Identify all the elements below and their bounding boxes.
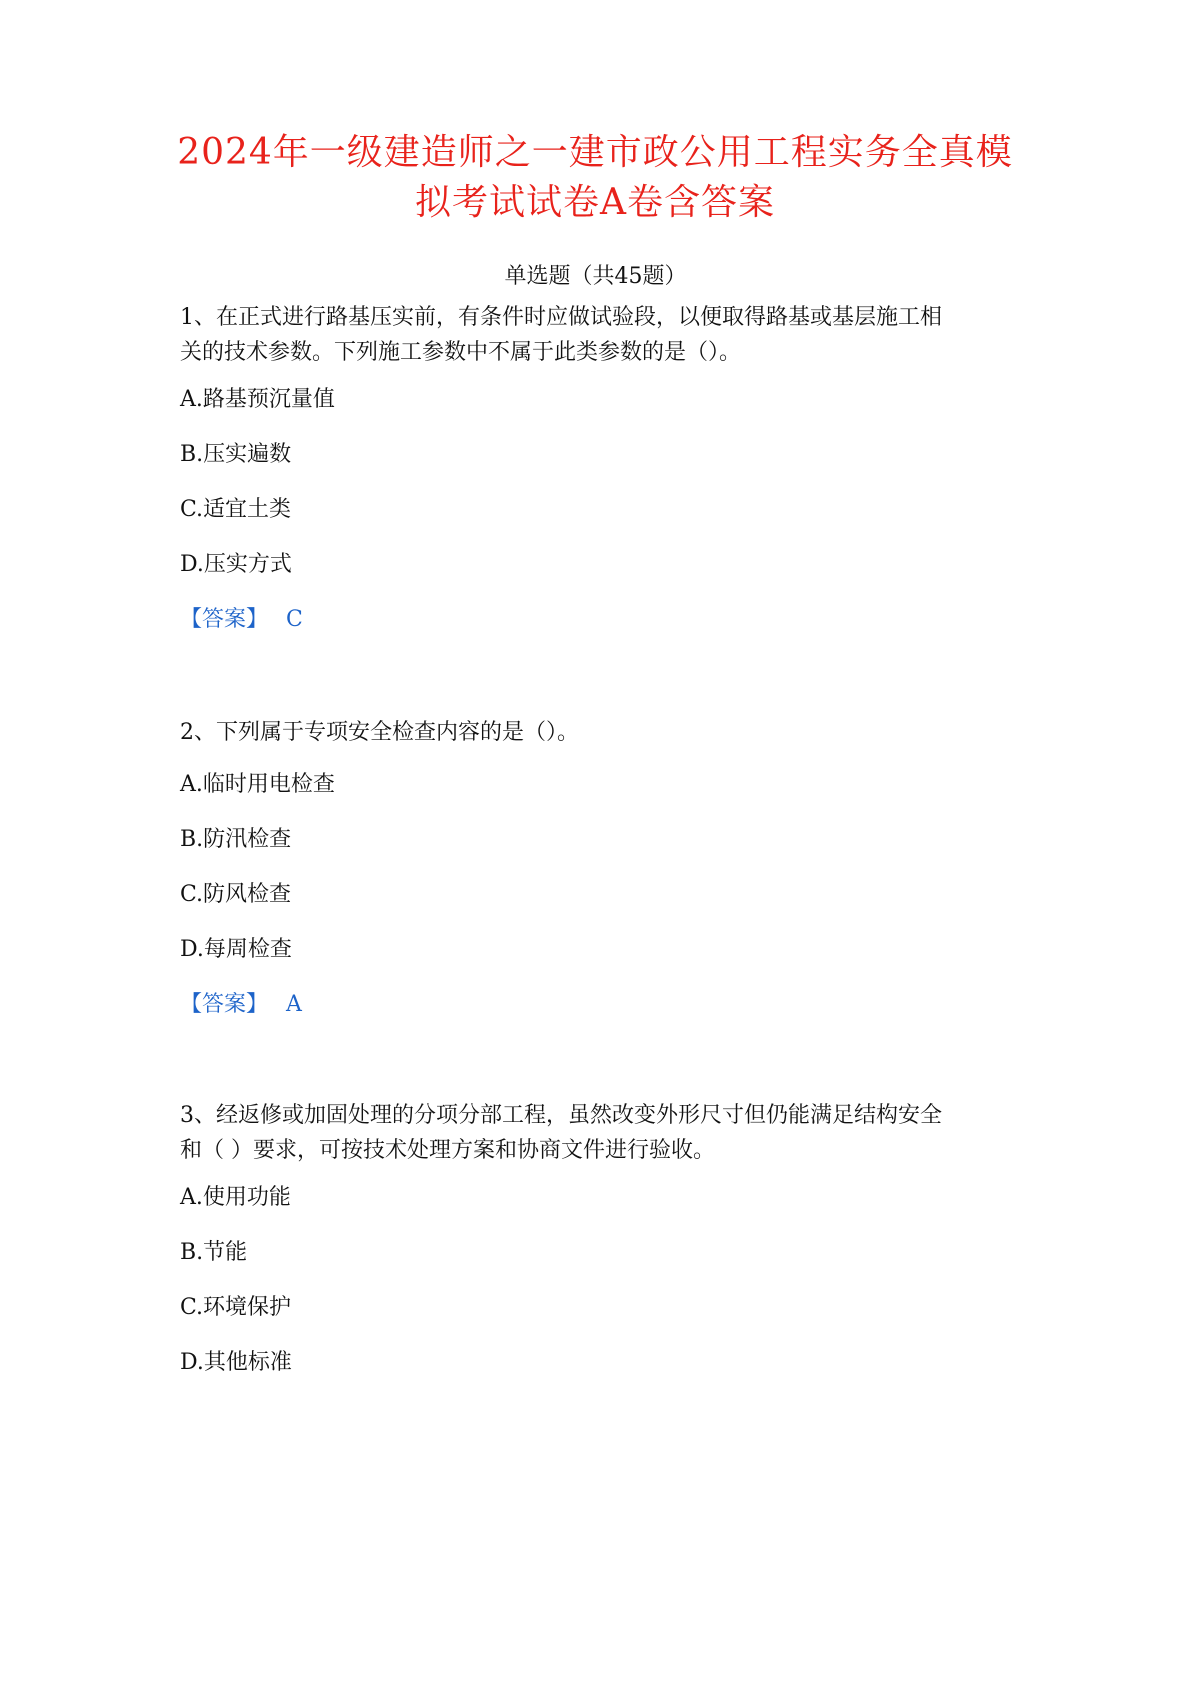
title-line-1: 2024年一级建造师之一建市政公用工程实务全真模	[177, 132, 1013, 173]
question-2-option-c: C.防风检查	[180, 882, 292, 907]
question-3-stem	[180, 1098, 1030, 1168]
question-1-stem	[180, 300, 1030, 370]
question-stem-line: 3、经返修或加固处理的分项分部工程，虽然改变外形尺寸但仍能满足结构安全	[180, 1103, 942, 1128]
question-1-option-d: D.压实方式	[180, 552, 292, 577]
question-stem-line: 1、在正式进行路基压实前，有条件时应做试验段，以便取得路基或基层施工相	[180, 305, 942, 330]
question-1-option-a: A.路基预沉量值	[180, 387, 335, 412]
question-stem-line: 关的技术参数。下列施工参数中不属于此类参数的是（）。	[180, 340, 742, 365]
question-3-option-d: D.其他标准	[180, 1350, 292, 1375]
answer-label: 【答案】	[180, 992, 269, 1017]
answer-label: 【答案】	[180, 607, 269, 632]
question-2-stem	[180, 715, 1030, 750]
section-heading: 单选题（共45题）	[504, 264, 687, 289]
question-stem-line: 和（ ）要求，可按技术处理方案和协商文件进行验收。	[180, 1138, 715, 1163]
question-stem-line: 2、下列属于专项安全检查内容的是（）。	[180, 720, 579, 745]
document-title	[150, 128, 1040, 228]
question-2-option-b: B.防汛检查	[180, 827, 292, 852]
question-1-option-c: C.适宜土类	[180, 497, 292, 522]
question-1-option-b: B.压实遍数	[180, 442, 292, 467]
question-2-answer	[180, 990, 302, 1020]
question-2-option-d: D.每周检查	[180, 937, 292, 962]
question-3-option-b: B.节能	[180, 1240, 248, 1265]
question-2-option-a: A.临时用电检查	[180, 772, 335, 797]
question-3-option-a: A.使用功能	[180, 1185, 291, 1210]
answer-value: A	[286, 992, 302, 1017]
answer-value: C	[286, 607, 303, 632]
question-1-answer	[180, 605, 303, 635]
question-3-option-c: C.环境保护	[180, 1295, 292, 1320]
title-line-2: 拟考试试卷A卷含答案	[415, 182, 775, 223]
